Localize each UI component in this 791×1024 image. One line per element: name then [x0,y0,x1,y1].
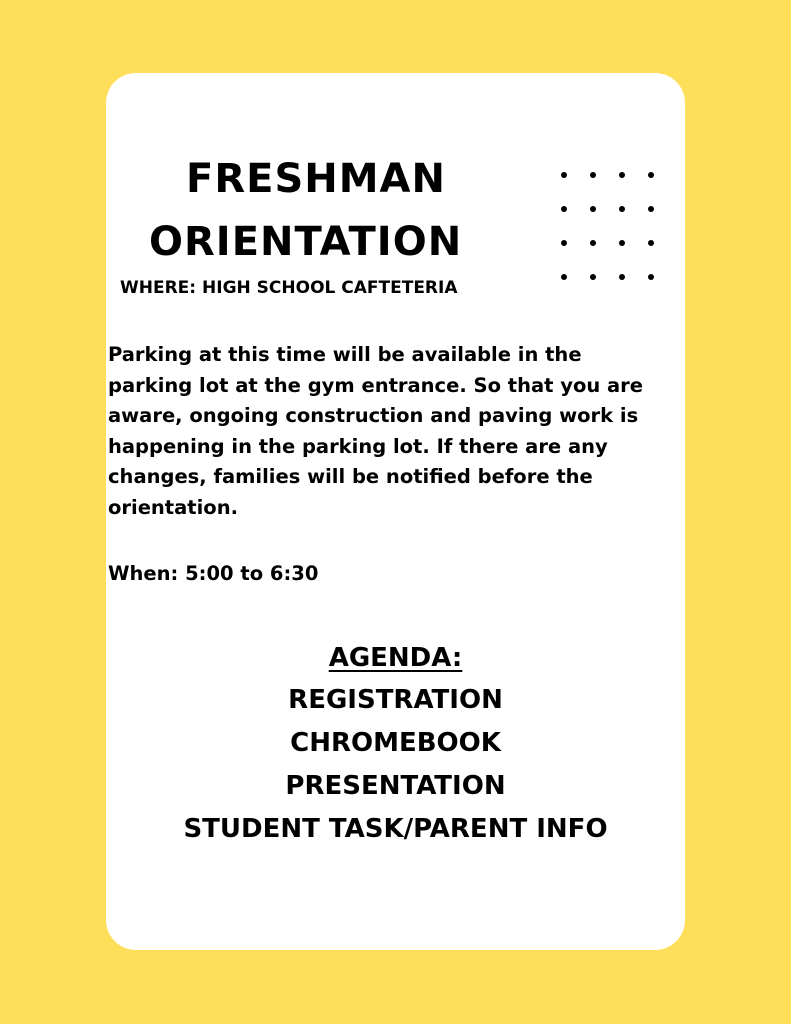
agenda-item: REGISTRATION [288,685,503,715]
dot-icon [561,240,567,246]
dot-icon [619,240,625,246]
parking-info: Parking at this time will be available in the parking lot at the gym entrance. So that you are aware, ongoing construction and paving work is happening in the parking lot. If there are any changes, families will be notified before the orientation. [108,343,644,519]
agenda-item: CHROMEBOOK [290,728,501,758]
dot-icon [619,206,625,212]
dot-icon [648,172,654,178]
dot-icon [648,206,654,212]
dot-icon [561,172,567,178]
location-text: WHERE: HIGH SCHOOL CAFTETERIA [120,278,458,298]
agenda-heading: AGENDA: [328,643,463,673]
dot-icon [619,172,625,178]
time-text: When: 5:00 to 6:30 [108,562,319,585]
agenda-list [106,679,685,851]
dot-icon [619,274,625,280]
agenda-item: STUDENT TASK/PARENT INFO [183,814,608,844]
title-line-1: FRESHMAN [186,156,446,202]
dot-icon [590,206,596,212]
dot-icon [561,206,567,212]
flyer-card [106,73,685,950]
agenda-section [106,637,685,851]
agenda-item: PRESENTATION [285,771,506,801]
dot-icon [590,274,596,280]
dot-icon [590,172,596,178]
title-line-2: ORIENTATION [149,219,463,265]
dot-icon [561,274,567,280]
dot-icon [648,240,654,246]
dot-grid-decoration [561,172,661,284]
dot-icon [648,274,654,280]
dot-icon [590,240,596,246]
